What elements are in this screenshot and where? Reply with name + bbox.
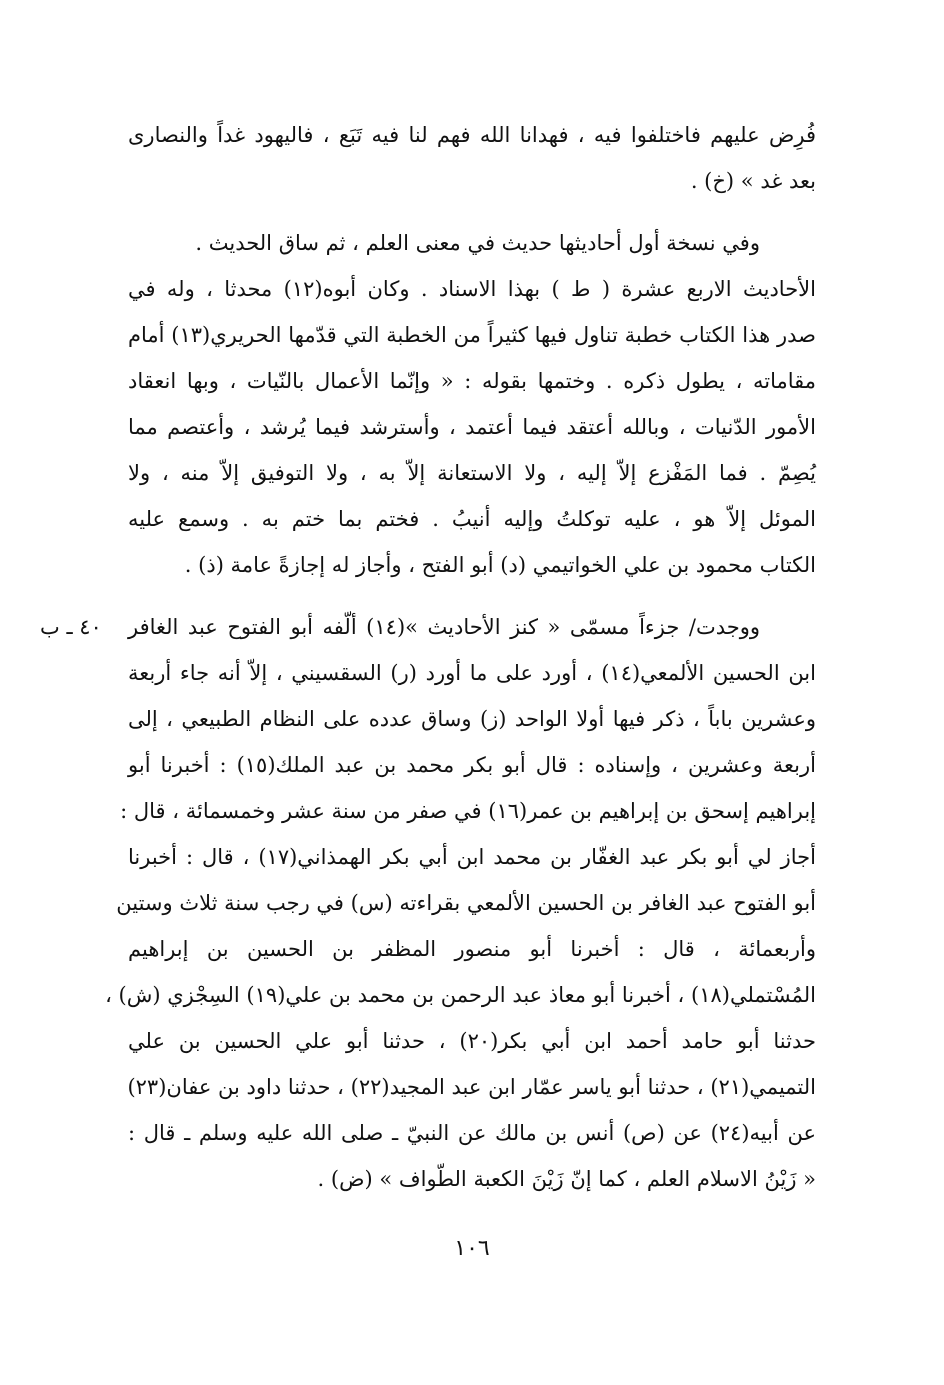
paragraph-line: فُرِض عليهم فاختلفوا فيه ، فهدانا الله فهم لنا فيه تَبَع ، فاليهود غداً والنصارى (128, 123, 816, 147)
paragraph-line: وأربعمائة ، قال : أخبرنا أبو منصور المظفر بن الحسين بن إبراهيم (128, 937, 816, 961)
paragraph-line: أجاز لي أبو بكر عبد الغفّار بن محمد ابن أبي بكر الهمذاني(١٧) ، قال : أخبرنا (128, 845, 816, 869)
paragraph-line: الأحاديث الاربع عشرة ( ط ) بهذا الاسناد . وكان أبوه(١٢) محدثا ، وله في (128, 277, 816, 301)
paragraph-line: المُسْتملي(١٨) ، أخبرنا أبو معاذ عبد الرحمن بن محمد بن علي(١٩) السِجْزي (ش) ، (105, 983, 816, 1007)
paragraph-line: صدر هذا الكتاب خطبة تناول فيها كثيراً من الخطبة التي قدّمها الحريري(١٣) أمام (128, 323, 816, 347)
paragraph-line: التميمي(٢١) ، حدثنا أبو ياسر عمّار ابن عبد المجيد(٢٢) ، حدثنا داود بن عفان(٢٣) (127, 1075, 816, 1099)
margin-folio-note: ٤٠ ـ ب (40, 615, 102, 639)
paragraph-line: حدثنا أبو حامد أحمد ابن أبي بكر(٢٠) ، حدثنا أبو علي الحسين بن علي (128, 1029, 816, 1053)
paragraph-line: إبراهيم إسحق بن إبراهيم بن عمر(١٦) في صفر من سنة عشر وخمسمائة ، قال : (120, 799, 816, 823)
paragraph-line: مقاماته ، يطول ذكره . وختمها بقوله : « وإنّما الأعمال بالنّيات ، وبها انعقاد (128, 369, 816, 393)
paragraph-line: الكتاب محمود بن علي الخواتيمي (د) أبو الفتح ، وأجاز له إجازةً عامة (ذ) . (184, 553, 816, 577)
paragraph-line: الموئل إلاّ هو ، عليه توكلتُ وإليه أنيبُ . فختم بما ختم به . وسمع عليه (128, 507, 816, 531)
paragraph-line: ووجدت/ جزءاً مسمّى « كنز الأحاديث »(١٤) ألّفه أبو الفتوح عبد الغافر (128, 615, 761, 639)
paragraph-line: بعد غد » (خ) . (690, 169, 816, 193)
paragraph-line: وفي نسخة أول أحاديثها حديث في معنى العلم ، ثم ساق الحديث . (195, 231, 760, 255)
paragraph-line: أربعة وعشرين ، وإسناده : قال أبو بكر محمد بن عبد الملك(١٥) : أخبرنا أبو (128, 753, 816, 777)
paragraph-line: « زَيْنُ الاسلام العلم ، كما إنّ زَيْنَ الكعبة الطّواف » (ض) . (317, 1167, 816, 1191)
paragraph-line: الأمور الدّنيات ، وبالله أعتقد فيما أعتمد ، وأسترشد فيما يُرشد ، وأعتصم مما (128, 415, 816, 439)
paragraph-line: عن أبيه(٢٤) عن (ص) أنس بن مالك عن النبيّ ـ صلى الله عليه وسلم ـ قال : (128, 1121, 816, 1145)
page-number: ١٠٦ (454, 1236, 490, 1261)
paragraph-line: أبو الفتوح عبد الغافر بن الحسين الألمعي بقراءته (س) في رجب سنة ثلاث وستين (116, 891, 816, 915)
paragraph-line: وعشرين باباً ، ذكر فيها أولا الواحد (ز) وساق عدده على النظام الطبيعي ، إلى (128, 707, 816, 731)
paragraph-line: يُصِمّ . فما المَفْزع إلاّ إليه ، ولا الاستعانة إلاّ به ، ولا التوفيق إلاّ منه ، ولا (128, 461, 816, 485)
paragraph-line: ابن الحسين الألمعي(١٤) ، أورد على ما أورد (ر) السقسيني ، إلاّ أنه جاء أربعة (128, 661, 816, 685)
